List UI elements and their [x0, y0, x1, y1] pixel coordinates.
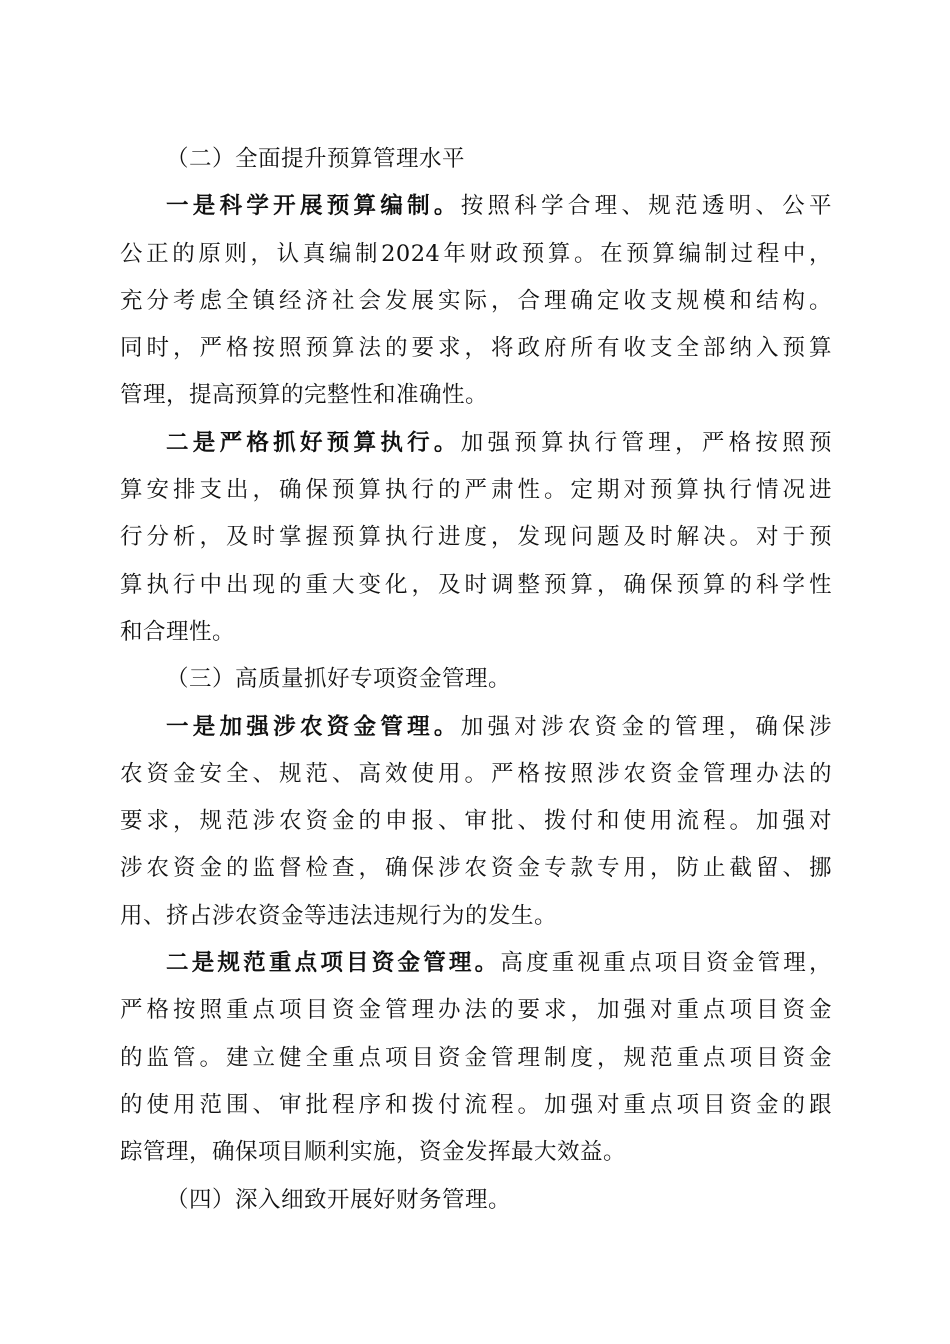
paragraph-line	[120, 845, 832, 892]
paragraph-text: 同时，严格按照预算法的要求，将政府所有收支全部纳入预算	[120, 335, 832, 362]
paragraph-text: 按照科学合理、规范透明、公平	[460, 193, 832, 220]
paragraph-text: 算安排支出，确保预算执行的严肃性。定期对预算执行情况进	[120, 477, 832, 504]
paragraph-text: 高度重视重点项目资金管理，	[500, 950, 832, 977]
paragraph-text: 算执行中出现的重大变化，及时调整预算，确保预算的科学性	[120, 571, 832, 598]
paragraph-line	[120, 514, 832, 561]
paragraph-text: 和合理性。	[120, 618, 236, 645]
paragraph-text: 的使用范围、审批程序和拨付流程。加强对重点项目资金的跟	[120, 1091, 832, 1118]
paragraph-text: 的监管。建立健全重点项目资金管理制度，规范重点项目资金	[120, 1044, 832, 1071]
section-heading-2	[120, 136, 832, 183]
paragraph-lead: 一是加强涉农资金管理。	[166, 713, 461, 740]
paragraph-line	[120, 325, 832, 372]
paragraph-line	[120, 1129, 832, 1176]
paragraph-line	[120, 798, 832, 845]
paragraph-line	[120, 609, 832, 656]
paragraph-line	[120, 278, 832, 325]
paragraph-text: 涉农资金的监督检查，确保涉农资金专款专用，防止截留、挪	[120, 855, 832, 882]
paragraph-line	[120, 987, 832, 1034]
paragraph-lead: 一是科学开展预算编制。	[166, 193, 461, 220]
paragraph-line	[120, 751, 832, 798]
section-heading-3	[120, 656, 832, 703]
paragraph-lead: 二是严格抓好预算执行。	[166, 429, 461, 456]
paragraph-text: 加强预算执行管理，严格按照预	[460, 429, 832, 456]
paragraph-text: 管理，提高预算的完整性和准确性。	[120, 382, 489, 409]
section-heading-4	[120, 1177, 832, 1224]
paragraph-line	[120, 467, 832, 514]
paragraph-text: 踪管理，确保项目顺利实施，资金发挥最大效益。	[120, 1139, 627, 1166]
paragraph-line	[120, 1035, 832, 1082]
paragraph-text: 用、挤占涉农资金等违法违规行为的发生。	[120, 902, 558, 929]
paragraph-text: 充分考虑全镇经济社会发展实际，合理确定收支规模和结构。	[120, 287, 832, 314]
paragraph-text: 严格按照重点项目资金管理办法的要求，加强对重点项目资金	[120, 997, 832, 1024]
paragraph-line	[120, 372, 832, 419]
paragraph-line	[120, 231, 832, 278]
paragraph-line	[120, 420, 832, 467]
document-body	[120, 136, 832, 1224]
paragraph-line	[120, 562, 832, 609]
paragraph-text: 要求，规范涉农资金的申报、审批、拨付和使用流程。加强对	[120, 808, 832, 835]
heading-text: （三）高质量抓好专项资金管理。	[166, 666, 512, 693]
heading-text: （四）深入细致开展好财务管理。	[166, 1186, 512, 1213]
heading-text: （二）全面提升预算管理水平	[166, 146, 466, 172]
paragraph-lead: 二是规范重点项目资金管理。	[166, 950, 501, 977]
paragraph-line	[120, 1082, 832, 1129]
paragraph-line	[120, 183, 832, 230]
paragraph-line	[120, 940, 832, 987]
paragraph-text: 农资金安全、规范、高效使用。严格按照涉农资金管理办法的	[120, 760, 832, 787]
paragraph-text: 行分析，及时掌握预算执行进度，发现问题及时解决。对于预	[120, 524, 832, 551]
paragraph-line	[120, 893, 832, 940]
paragraph-text: 加强对涉农资金的管理，确保涉	[460, 713, 832, 740]
paragraph-text: 公正的原则，认真编制2024年财政预算。在预算编制过程中，	[120, 240, 832, 267]
paragraph-line	[120, 704, 832, 751]
